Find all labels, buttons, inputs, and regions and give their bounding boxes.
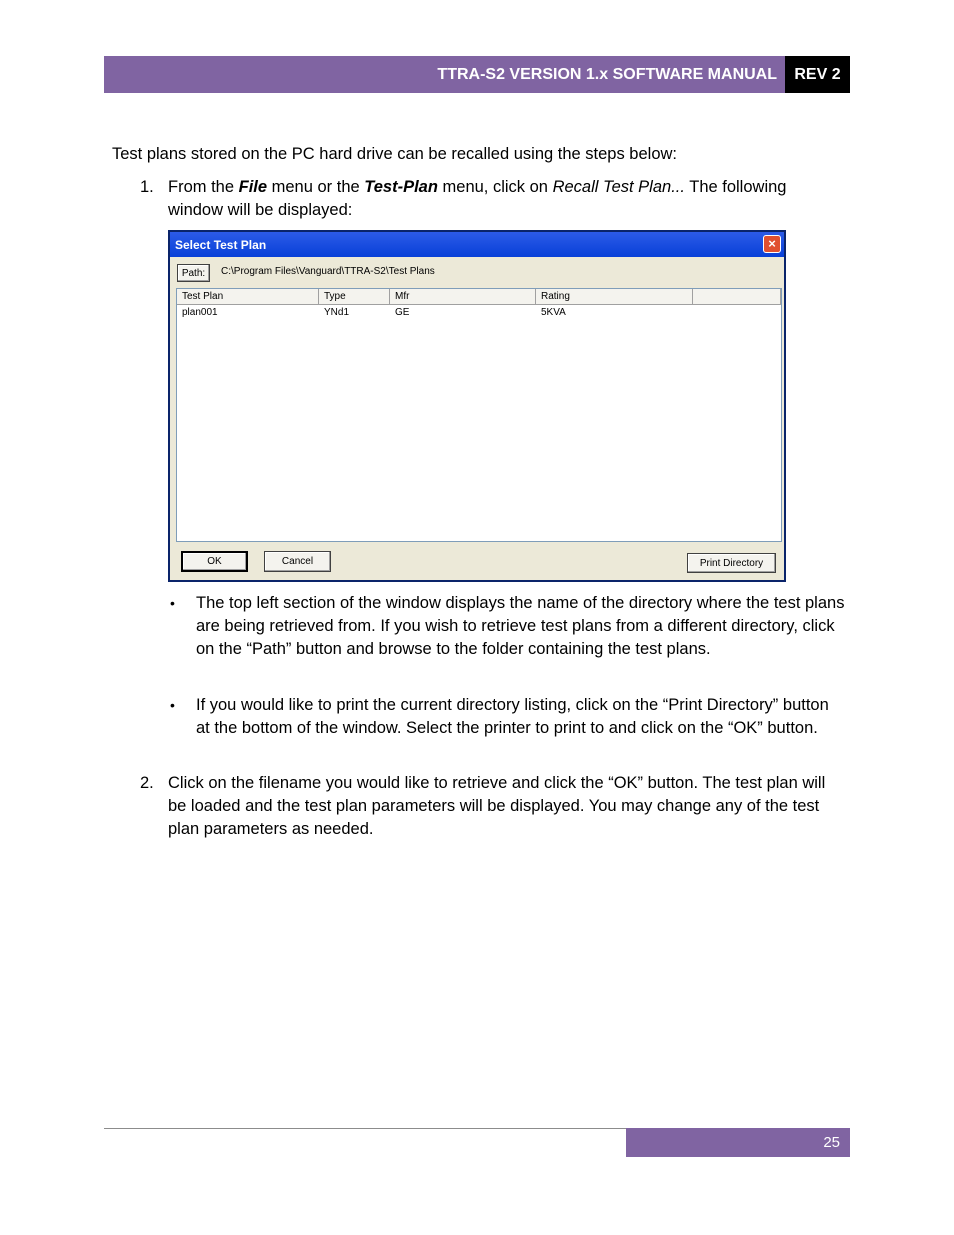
column-rating[interactable]: Rating	[536, 289, 693, 305]
step1-part4: The following window will be displayed:	[168, 178, 787, 219]
cell-mfr: GE	[395, 307, 410, 318]
print-directory-button[interactable]: Print Directory	[687, 553, 776, 573]
header-title-bar	[104, 56, 785, 93]
header-revision: REV 2	[785, 56, 850, 93]
step1-number: 1.	[140, 178, 154, 196]
path-value: C:\Program Files\Vanguard\TTRA-S2\Test Plans	[221, 266, 435, 277]
step1-part3: menu, click on	[437, 178, 553, 196]
dialog-client-area	[170, 257, 784, 580]
recall-test-plan-term: Recall Test Plan...	[552, 178, 685, 196]
ok-button[interactable]: OK	[181, 551, 248, 572]
bullet-symbol: •	[170, 595, 175, 611]
step1-text	[168, 176, 838, 222]
cancel-button[interactable]: Cancel	[264, 551, 331, 572]
step1-part2: menu or the	[267, 178, 365, 196]
list-header	[177, 289, 781, 305]
column-type[interactable]: Type	[319, 289, 390, 305]
step2-number: 2.	[140, 774, 154, 792]
path-button[interactable]: Path:	[177, 264, 210, 282]
column-test-plan[interactable]: Test Plan	[177, 289, 319, 305]
cell-rating: 5KVA	[541, 307, 566, 318]
file-menu-term: File	[238, 178, 268, 196]
cell-type: YNd1	[324, 307, 350, 318]
test-plan-list[interactable]	[176, 288, 782, 542]
column-extra[interactable]	[693, 289, 781, 305]
test-plan-menu-term: Test-Plan	[364, 178, 438, 196]
select-test-plan-dialog	[168, 230, 786, 582]
step1-part1: From the	[168, 178, 239, 196]
intro-paragraph: Test plans stored on the PC hard drive can be recalled using the steps below:	[112, 145, 677, 163]
bullet-print-description: If you would like to print the current directory listing, click on the “Print Directory” button at the bottom of the window. Select the printer to print to and click on the “OK” button.	[196, 696, 829, 737]
footer-bar	[626, 1128, 850, 1157]
bullet-symbol: •	[170, 697, 175, 713]
page-number: 25	[823, 1134, 840, 1151]
header-title: TTRA-S2 VERSION 1.x SOFTWARE MANUAL	[437, 65, 777, 83]
bullet-path-description: The top left section of the window displays the name of the directory where the test plans are being retrieved from. If you wish to retrieve test plans from a different directory, click on the “Path” button and browse to the folder containing the test plans.	[196, 594, 845, 658]
dialog-title: Select Test Plan	[175, 237, 267, 252]
column-mfr[interactable]: Mfr	[390, 289, 536, 305]
footer-divider	[104, 1128, 626, 1129]
close-icon[interactable]: ×	[763, 235, 781, 253]
cell-test-plan: plan001	[182, 307, 218, 318]
dialog-titlebar	[170, 232, 784, 257]
step2-text: Click on the filename you would like to retrieve and click the “OK” button. The test plan will be loaded and the test plan parameters will be displayed. You may change any of the test plan parameters as needed.	[168, 774, 826, 838]
